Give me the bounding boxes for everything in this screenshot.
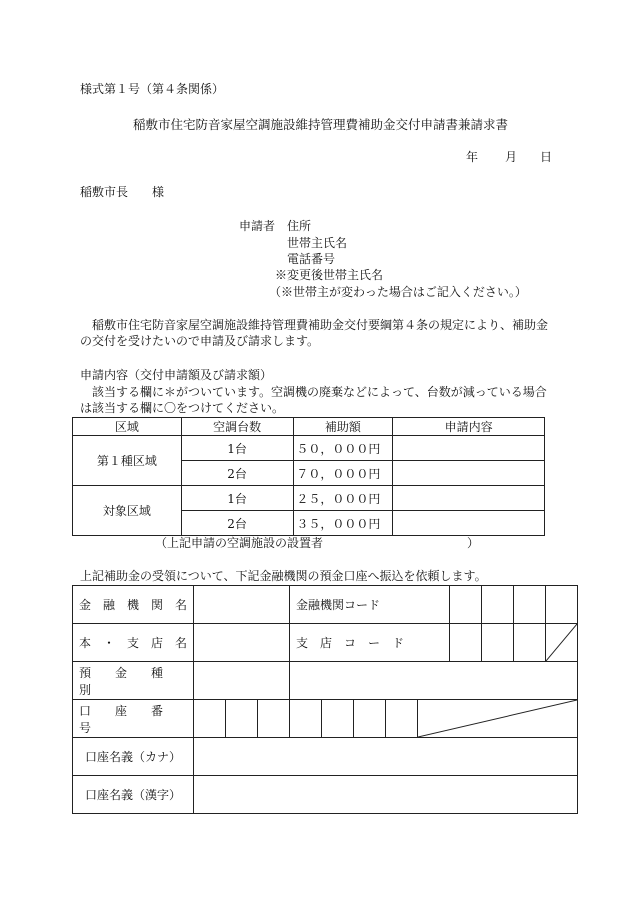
form-number: 様式第１号（第４条関係） (80, 82, 225, 96)
deposit-type-field[interactable] (194, 662, 290, 700)
branch-code-label: 支 店 コ ー ド (290, 624, 450, 662)
branch-name-field[interactable] (194, 624, 290, 662)
zone-cell: 対象区域 (73, 486, 182, 536)
table-row (73, 436, 545, 461)
units-cell: 2台 (181, 461, 293, 486)
branch-code-digit[interactable] (514, 624, 546, 662)
units-cell: 1台 (181, 436, 293, 461)
institution-code-digit[interactable] (546, 586, 578, 624)
branch-row (73, 624, 578, 662)
deposit-type-label: 預 金 種 別 (73, 662, 194, 700)
branch-code-digit[interactable] (482, 624, 514, 662)
new-householder-label: ※変更後世帯主氏名 (275, 268, 384, 282)
amount-cell: ７０，０００円 (293, 461, 393, 486)
householder-name-label: 世帯主氏名 (287, 236, 348, 250)
holder-kanji-field[interactable] (194, 776, 578, 814)
section-title: 申請内容（交付申請額及び請求額） (80, 368, 273, 382)
content-cell[interactable] (393, 436, 545, 461)
diagonal-slash (418, 700, 577, 737)
account-digit[interactable] (290, 700, 322, 738)
content-cell[interactable] (393, 511, 545, 536)
new-householder-note: （※世帯主が変わった場合はご記入ください。） (269, 285, 527, 299)
installer-note-close: ） (467, 536, 480, 550)
branch-code-digit[interactable] (450, 624, 482, 662)
header-amount: 補助額 (293, 418, 393, 436)
deposit-type-extra[interactable] (290, 662, 578, 700)
date-month-label: 月 (505, 150, 518, 164)
institution-code-digit[interactable] (514, 586, 546, 624)
content-cell[interactable] (393, 461, 545, 486)
holder-kana-field[interactable] (194, 738, 578, 776)
account-number-label: 口 座 番 号 (73, 700, 194, 738)
account-digit[interactable] (226, 700, 258, 738)
institution-code-digit[interactable] (450, 586, 482, 624)
bank-table (72, 585, 578, 814)
date-year-label: 年 (466, 150, 479, 164)
holder-kana-label: 口座名義（カナ） (73, 738, 194, 776)
application-paragraph: 稲敷市住宅防音家屋空調施設維持管理費補助金交付要綱第４条の規定により、補助金の交付を受けたいので申請及び請求します。 (80, 318, 549, 348)
table-header-row (73, 418, 545, 436)
units-cell: 1台 (181, 486, 293, 511)
header-zone: 区域 (73, 418, 182, 436)
amount-cell: ３５，０００円 (293, 511, 393, 536)
subsidy-table (72, 417, 545, 536)
amount-cell: ２５，０００円 (293, 486, 393, 511)
units-cell: 2台 (181, 511, 293, 536)
account-void-cell (418, 700, 578, 738)
table-row (73, 486, 545, 511)
institution-name-label: 金 融 機 関 名 (73, 586, 194, 624)
date-day-label: 日 (540, 150, 553, 164)
header-content: 申請内容 (393, 418, 545, 436)
branch-name-label: 本 ・ 支 店 名 (73, 624, 194, 662)
account-digit[interactable] (386, 700, 418, 738)
amount-cell: ５０，０００円 (293, 436, 393, 461)
institution-code-label: 金融機関コード (290, 586, 450, 624)
account-number-row (73, 700, 578, 738)
holder-kanji-row (73, 776, 578, 814)
institution-name-field[interactable] (194, 586, 290, 624)
account-digit[interactable] (322, 700, 354, 738)
address-label: 住所 (287, 219, 312, 233)
branch-code-void-cell (546, 624, 578, 662)
addressee: 稲敷市長 様 (80, 185, 165, 199)
applicant-label: 申請者 (239, 219, 276, 233)
bank-intro: 上記補助金の受領について、下記金融機関の預金口座へ振込を依頼します。 (80, 569, 487, 583)
content-cell[interactable] (393, 486, 545, 511)
instruction-text: 該当する欄に＊がついています。空調機の廃棄などによって、台数が減っている場合は該当する欄に〇をつけてください。 (80, 385, 547, 415)
document-title: 稲敷市住宅防音家屋空調施設維持管理費補助金交付申請書兼請求書 (133, 117, 509, 132)
institution-row (73, 586, 578, 624)
institution-code-digit[interactable] (482, 586, 514, 624)
phone-label: 電話番号 (287, 252, 336, 266)
account-digit[interactable] (258, 700, 290, 738)
account-digit[interactable] (194, 700, 226, 738)
holder-kanji-label: 口座名義（漢字） (73, 776, 194, 814)
holder-kana-row (73, 738, 578, 776)
installer-note: （上記申請の空調施設の設置者 (155, 536, 324, 550)
account-digit[interactable] (354, 700, 386, 738)
header-units: 空調台数 (181, 418, 293, 436)
diagonal-slash (546, 624, 577, 661)
deposit-type-row (73, 662, 578, 700)
zone-cell: 第１種区域 (73, 436, 182, 486)
